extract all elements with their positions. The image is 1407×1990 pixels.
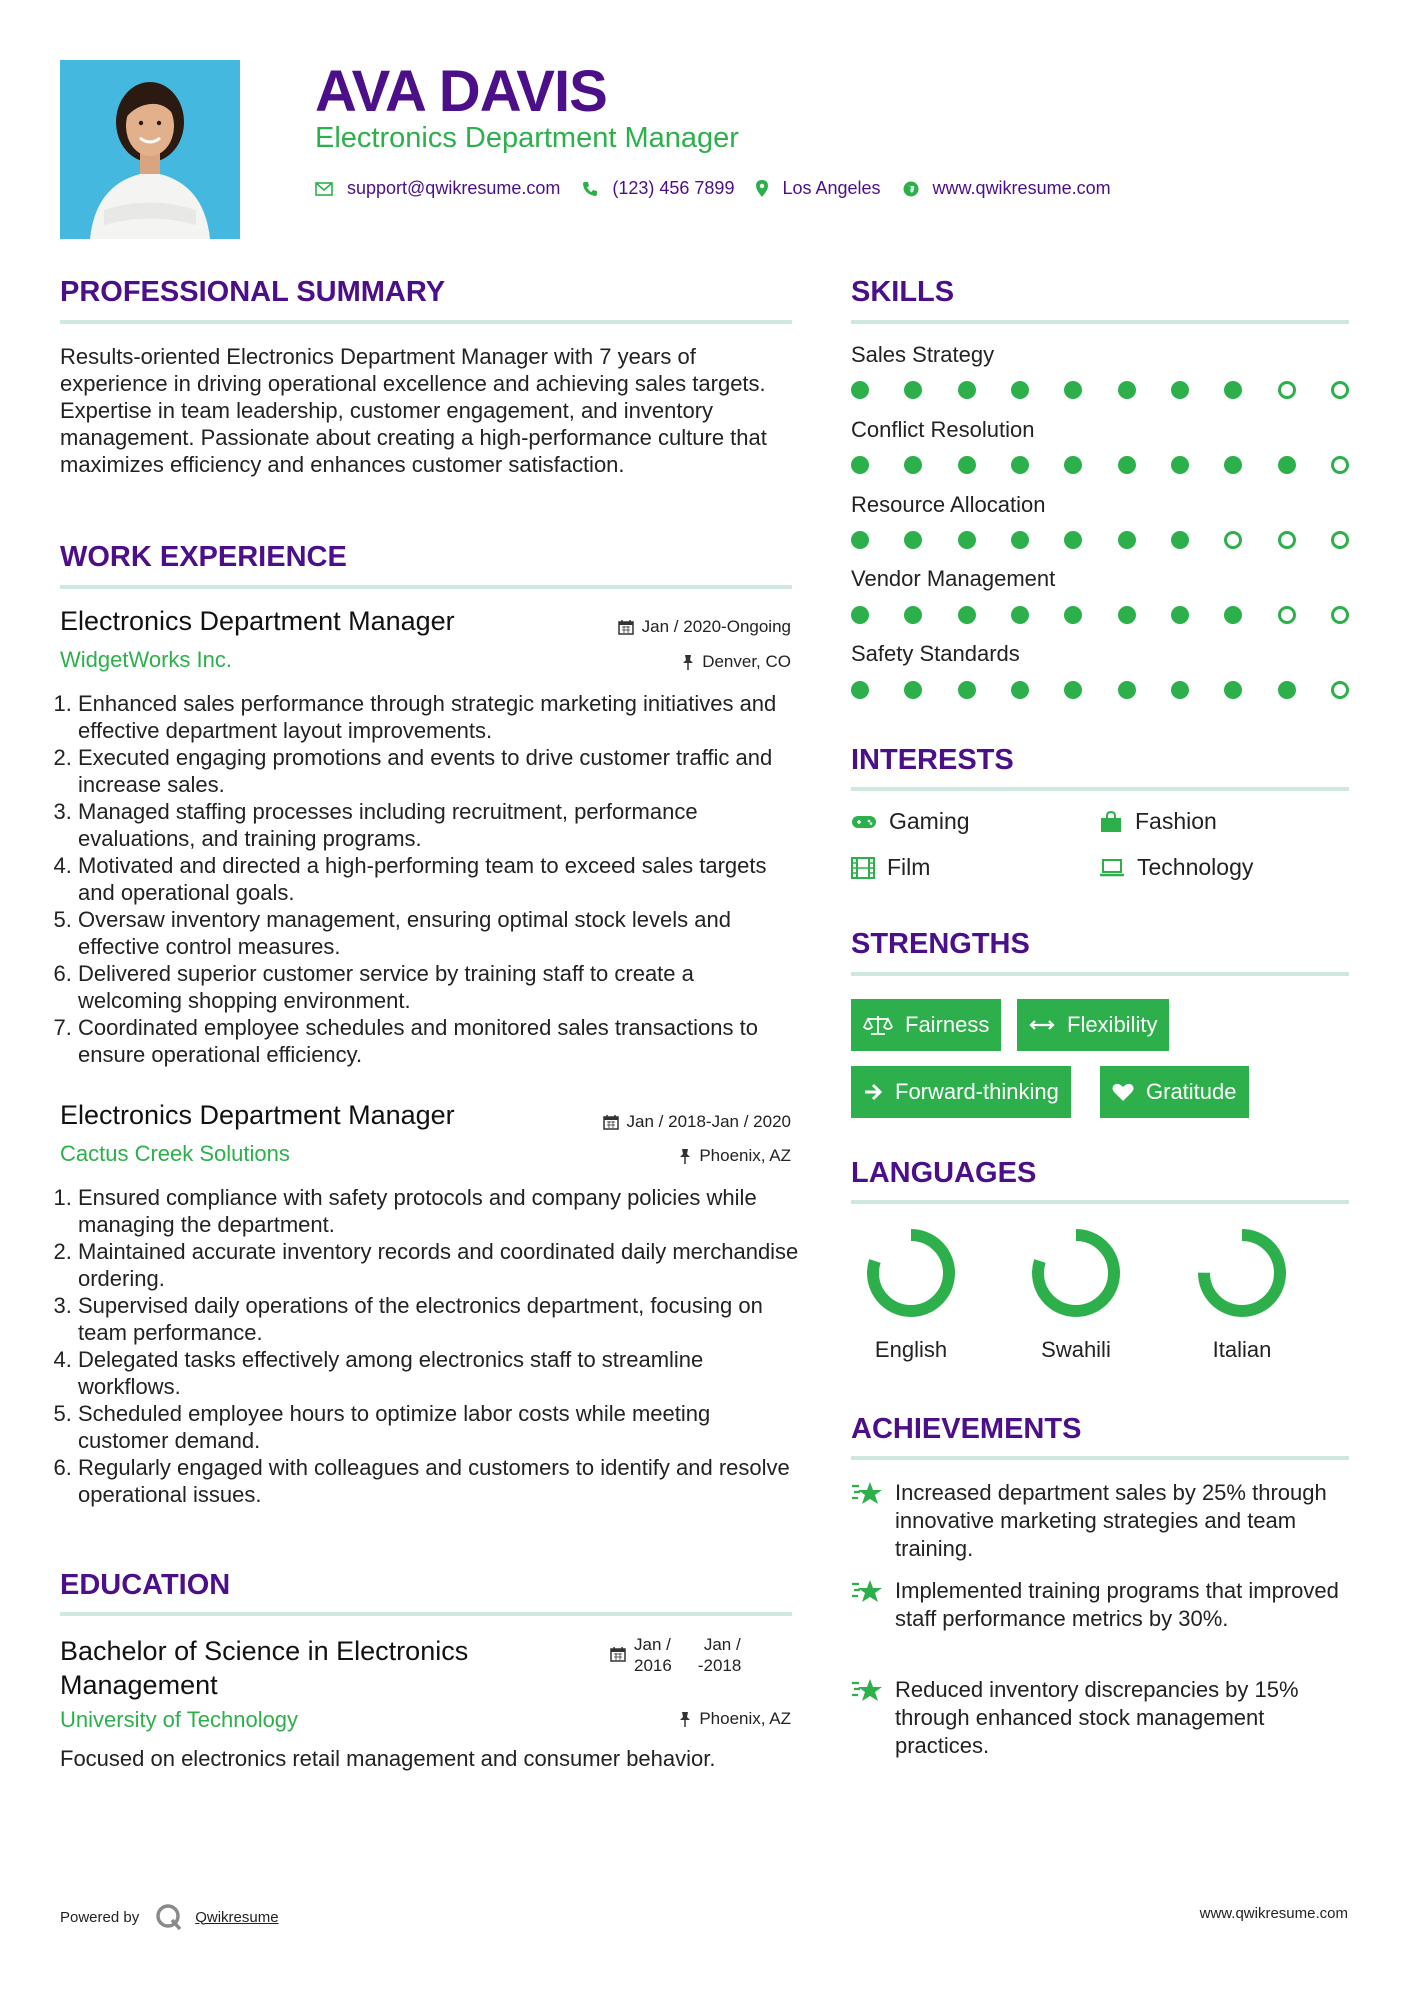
rating-dot-filled (851, 381, 869, 399)
rating-dot-empty (1331, 681, 1349, 699)
language-item (1172, 1225, 1312, 1363)
interest-item (1099, 854, 1253, 881)
rating-dot-filled (1064, 606, 1082, 624)
languages-heading: LANGUAGES (851, 1157, 1037, 1189)
skills-heading: SKILLS (851, 276, 955, 308)
date-part: 2018 (703, 1656, 742, 1675)
list-item: 6. Delivered superior customer service by training staff to create a welcoming shopping environment. (78, 960, 800, 1014)
achievements-heading: ACHIEVEMENTS (851, 1413, 1082, 1445)
rating-dot-empty (1278, 606, 1296, 624)
rating-dot-filled (1278, 456, 1296, 474)
skill-rating (851, 456, 1349, 474)
achievement-text: Increased department sales by 25% through innovative marketing strategies and team training. (895, 1480, 1327, 1561)
skill-name: Conflict Resolution (851, 417, 1035, 442)
rating-dot-empty (1331, 606, 1349, 624)
skill-rating (851, 681, 1349, 699)
rating-dot-filled (1224, 681, 1242, 699)
rating-dot-filled (1171, 381, 1189, 399)
degree-line: Management (60, 1670, 218, 1700)
skill-name: Safety Standards (851, 641, 1020, 666)
rating-dot-filled (1011, 606, 1029, 624)
star-icon (851, 1479, 895, 1563)
language-progress-arc (1038, 1235, 1114, 1311)
strength-tag (851, 999, 1001, 1051)
rating-dot-filled (1118, 456, 1136, 474)
achievement-text: Implemented training programs that improved staff performance metrics by 30%. (895, 1578, 1339, 1631)
language-progress-arc (873, 1235, 949, 1311)
rating-dot-empty (1331, 456, 1349, 474)
strengths-rule (851, 972, 1349, 976)
skill-rating (851, 531, 1349, 549)
contact-location: Los Angeles (782, 178, 881, 198)
language-name: Italian (1212, 1337, 1272, 1362)
job-location (682, 652, 791, 672)
achievement-item (851, 1479, 1351, 1563)
date-part: 2016 (634, 1656, 672, 1675)
rating-dot-filled (1118, 381, 1136, 399)
phone-icon (582, 181, 598, 197)
rating-dot-filled (851, 606, 869, 624)
skill-name: Resource Allocation (851, 492, 1046, 517)
strengths-heading: STRENGTHS (851, 928, 1030, 960)
strength-tag (1017, 999, 1169, 1051)
company-name: WidgetWorks Inc. (60, 647, 232, 672)
rating-dot-filled (851, 531, 869, 549)
calendar-icon (603, 1114, 619, 1130)
star-icon (851, 1577, 895, 1633)
rating-dot-filled (904, 381, 922, 399)
experience-heading: WORK EXPERIENCE (60, 541, 347, 573)
list-item: 3. Supervised daily operations of the electronics department, focusing on team performance. (78, 1292, 800, 1346)
interest-item (851, 808, 970, 835)
rating-dot-filled (904, 681, 922, 699)
rating-dot-filled (1011, 531, 1029, 549)
rating-dot-filled (1171, 606, 1189, 624)
interest-label: Technology (1137, 854, 1254, 880)
contact-website[interactable]: www.qwikresume.com (932, 178, 1111, 198)
list-item: 1. Enhanced sales performance through strategic marketing initiatives and effective department layout improvements. (78, 690, 800, 744)
education-location-text: Phoenix, AZ (699, 1709, 791, 1728)
qwikresume-link[interactable]: Qwikresume (195, 1908, 279, 1926)
strength-label: Forward-thinking (895, 1079, 1059, 1104)
language-ring (1194, 1225, 1290, 1321)
gamepad-icon (851, 814, 877, 830)
heart-icon (1112, 1082, 1134, 1102)
skill-rating (851, 606, 1349, 624)
job-location-text: Phoenix, AZ (699, 1146, 791, 1165)
rating-dot-filled (1064, 531, 1082, 549)
list-item: 1. Ensured compliance with safety protocols and company policies while managing the department. (78, 1184, 800, 1238)
job-date (603, 1112, 791, 1132)
contact-email[interactable]: support@qwikresume.com (347, 178, 561, 198)
achievement-item (851, 1577, 1351, 1633)
list-item: 6. Regularly engaged with colleagues and customers to identify and resolve operational issues. (78, 1454, 800, 1508)
education-heading: EDUCATION (60, 1569, 231, 1601)
interest-label: Fashion (1135, 808, 1217, 834)
rating-dot-empty (1331, 381, 1349, 399)
education-start (634, 1634, 672, 1676)
rating-dot-filled (1011, 456, 1029, 474)
map-marker-icon (756, 180, 768, 197)
rating-dot-filled (1118, 681, 1136, 699)
rating-dot-filled (904, 456, 922, 474)
strength-label: Fairness (905, 1012, 990, 1037)
skills-rule (851, 320, 1349, 324)
list-item: 3. Managed staffing processes including recruitment, performance evaluations, and training programs. (78, 798, 800, 852)
degree-line: Bachelor of Science in Electronics (60, 1636, 469, 1666)
rating-dot-filled (1171, 531, 1189, 549)
profile-photo (60, 60, 240, 239)
education-date (610, 1634, 741, 1676)
strength-label: Gratitude (1146, 1079, 1237, 1104)
footer-website[interactable]: www.qwikresume.com (1199, 1905, 1348, 1922)
language-item (1006, 1225, 1146, 1363)
film-icon (851, 857, 875, 879)
job-location (679, 1146, 791, 1166)
rating-dot-filled (904, 531, 922, 549)
achievement-item (851, 1676, 1351, 1760)
rating-dot-filled (1171, 456, 1189, 474)
education-description: Focused on electronics retail management and consumer behavior. (60, 1746, 716, 1771)
contact-bar (315, 178, 1133, 199)
strength-tag (851, 1066, 1071, 1118)
job-bullets (60, 690, 800, 1068)
rating-dot-filled (1118, 531, 1136, 549)
date-part: Jan / (634, 1635, 671, 1654)
rating-dot-filled (1224, 381, 1242, 399)
education-end (698, 1634, 742, 1676)
summary-text: Results-oriented Electronics Department Manager with 7 years of experience in driving operational excellence and achieving sales targets. Expertise in team leadership, customer engagement, and inventory management. Passionate about creating a high-performance culture that maximizes efficiency and enhances customer satisfaction. (60, 344, 767, 477)
languages-rule (851, 1200, 1349, 1204)
language-name: English (874, 1337, 948, 1362)
language-item (841, 1225, 981, 1363)
shopping-bag-icon (1099, 811, 1123, 833)
rating-dot-filled (1064, 681, 1082, 699)
rating-dot-filled (1011, 681, 1029, 699)
rating-dot-empty (1278, 531, 1296, 549)
interest-item (851, 854, 930, 881)
pushpin-icon (679, 1711, 691, 1727)
job-date-text: Jan / 2020-Ongoing (641, 617, 791, 636)
job-location-text: Denver, CO (702, 652, 791, 671)
summary-rule (60, 320, 792, 324)
skill-name: Sales Strategy (851, 342, 995, 367)
rating-dot-empty (1331, 531, 1349, 549)
achievements-rule (851, 1456, 1349, 1460)
envelope-icon (315, 182, 333, 196)
rating-dot-filled (1224, 606, 1242, 624)
qwikresume-logo-icon (155, 1903, 183, 1931)
list-item: 4. Delegated tasks effectively among electronics staff to streamline workflows. (78, 1346, 800, 1400)
rating-dot-filled (958, 456, 976, 474)
balance-scale-icon (863, 1014, 893, 1036)
list-item: 2. Executed engaging promotions and events to drive customer traffic and increase sales. (78, 744, 800, 798)
list-item: 5. Oversaw inventory management, ensuring optimal stock levels and effective control measures. (78, 906, 800, 960)
date-part: Jan / (703, 1635, 741, 1654)
globe-icon (903, 181, 919, 197)
candidate-role: Electronics Department Manager (315, 122, 739, 154)
calendar-icon (618, 619, 634, 635)
interests-heading: INTERESTS (851, 744, 1014, 776)
list-item: 5. Scheduled employee hours to optimize labor costs while meeting customer demand. (78, 1400, 800, 1454)
interest-label: Film (887, 854, 931, 880)
candidate-name: AVA DAVIS (315, 59, 607, 124)
star-icon (851, 1676, 895, 1760)
pushpin-icon (682, 654, 694, 670)
laptop-icon (1099, 859, 1125, 877)
achievement-text: Reduced inventory discrepancies by 15% through enhanced stock management practices. (895, 1677, 1299, 1758)
interests-rule (851, 787, 1349, 791)
company-name: Cactus Creek Solutions (60, 1141, 290, 1166)
list-item: 4. Motivated and directed a high-performing team to exceed sales targets and operational goals. (78, 852, 800, 906)
experience-rule (60, 585, 792, 589)
degree-title (60, 1634, 468, 1702)
list-item: 2. Maintained accurate inventory records and coordinated daily merchandise ordering. (78, 1238, 800, 1292)
rating-dot-filled (1011, 381, 1029, 399)
interest-item (1099, 808, 1217, 835)
job-bullets (60, 1184, 800, 1508)
job-title: Electronics Department Manager (60, 1100, 455, 1130)
rating-dot-filled (958, 681, 976, 699)
language-progress-arc (1204, 1235, 1280, 1311)
rating-dot-filled (1278, 681, 1296, 699)
education-rule (60, 1612, 792, 1616)
language-ring (863, 1225, 959, 1321)
skill-rating (851, 381, 1349, 399)
rating-dot-filled (1171, 681, 1189, 699)
list-item: 7. Coordinated employee schedules and monitored sales transactions to ensure operational efficiency. (78, 1014, 800, 1068)
calendar-icon (610, 1646, 626, 1662)
date-separator: - (697, 1656, 704, 1675)
powered-by-label: Powered by (60, 1908, 140, 1926)
summary-heading: PROFESSIONAL SUMMARY (60, 276, 446, 308)
rating-dot-filled (958, 381, 976, 399)
rating-dot-filled (958, 606, 976, 624)
language-ring (1028, 1225, 1124, 1321)
job-date (618, 617, 791, 637)
rating-dot-filled (851, 456, 869, 474)
rating-dot-filled (958, 531, 976, 549)
contact-phone[interactable]: (123) 456 7899 (612, 178, 735, 198)
rating-dot-filled (1064, 381, 1082, 399)
rating-dot-filled (904, 606, 922, 624)
rating-dot-filled (1224, 456, 1242, 474)
skill-name: Vendor Management (851, 566, 1056, 591)
interest-label: Gaming (889, 808, 970, 834)
arrows-horizontal-icon (1029, 1018, 1055, 1032)
pushpin-icon (679, 1148, 691, 1164)
education-location (679, 1709, 791, 1729)
strength-label: Flexibility (1067, 1012, 1158, 1037)
footer-powered-by (60, 1903, 279, 1931)
job-title: Electronics Department Manager (60, 606, 455, 636)
rating-dot-empty (1278, 381, 1296, 399)
rating-dot-empty (1224, 531, 1242, 549)
language-name: Swahili (1041, 1337, 1111, 1362)
strength-tag (1100, 1066, 1249, 1118)
school-name: University of Technology (60, 1707, 299, 1732)
job-date-text: Jan / 2018-Jan / 2020 (626, 1112, 791, 1131)
rating-dot-filled (1118, 606, 1136, 624)
rating-dot-filled (851, 681, 869, 699)
rating-dot-filled (1064, 456, 1082, 474)
arrow-right-icon (863, 1083, 883, 1101)
